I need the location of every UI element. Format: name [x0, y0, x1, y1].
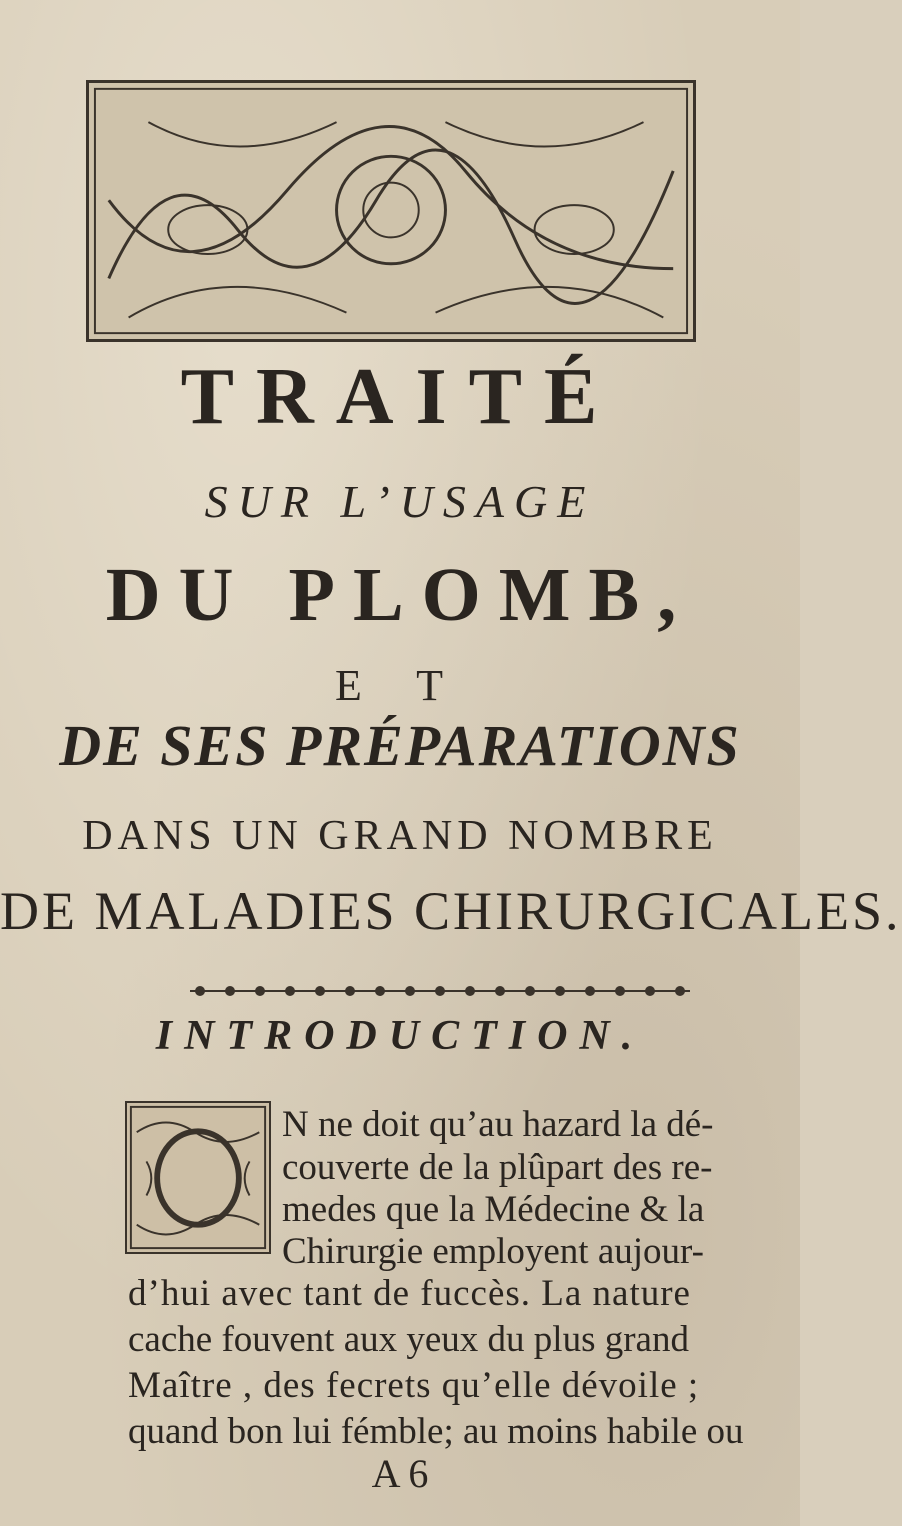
body-line: cache fouvent aux yeux du plus grand: [128, 1319, 689, 1360]
section-heading: INTRODUCTION.: [155, 1013, 645, 1059]
body-line: d’hui avec tant de fuccès. La nature: [128, 1273, 691, 1314]
decorated-initial-icon: [125, 1101, 271, 1254]
subtitle-line-6: DE MALADIES CHIRURGICALES.: [0, 881, 902, 941]
body-line: Chirurgie employent aujour-: [282, 1231, 704, 1272]
subtitle-line-4: DE SES PRÉPARATIONS: [59, 713, 741, 778]
subtitle-line-1: SUR L’USAGE: [204, 476, 596, 527]
subtitle-line-3: E T: [335, 661, 465, 710]
body-line: quand bon lui fémble; au moins habile ou: [128, 1411, 744, 1452]
engraved-headpiece: [86, 80, 696, 342]
subtitle-line-5: DANS UN GRAND NOMBRE: [82, 813, 718, 859]
body-line: N ne doit qu’au hazard la dé-: [282, 1104, 714, 1145]
body-line: couverte de la plûpart des re-: [282, 1147, 713, 1188]
signature-mark: A 6: [371, 1451, 429, 1496]
subtitle-line-2: DU PLOMB,: [105, 553, 695, 637]
body-line: Maître , des fecrets qu’elle dévoile ;: [128, 1365, 700, 1406]
ornamental-rule: [190, 980, 690, 1002]
body-line: medes que la Médecine & la: [282, 1189, 705, 1230]
book-title: TRAITÉ: [180, 353, 620, 441]
